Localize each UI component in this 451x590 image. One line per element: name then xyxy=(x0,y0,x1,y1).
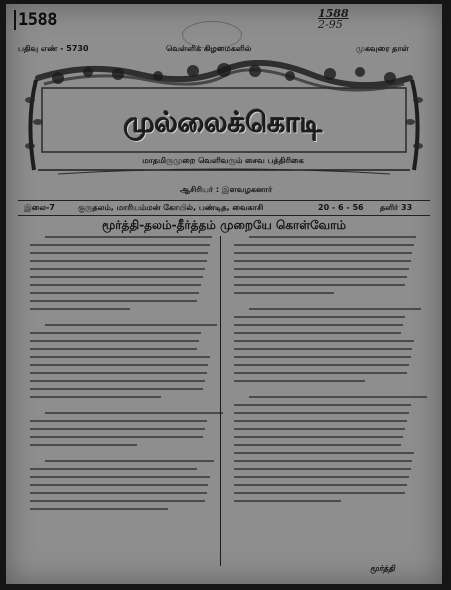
top-right-label: முகவுரை தாள் xyxy=(356,44,409,53)
newspaper-page xyxy=(6,4,442,584)
text-line xyxy=(30,340,199,342)
text-line xyxy=(30,508,168,510)
text-line xyxy=(30,436,203,438)
text-line xyxy=(45,412,223,414)
text-line xyxy=(45,236,212,238)
paragraph-gap xyxy=(30,404,212,412)
registration-number: பதிவு எண் - 5730 xyxy=(18,44,89,53)
text-line xyxy=(30,500,205,502)
archive-subnumber: 2-95 xyxy=(318,18,343,31)
text-line xyxy=(234,380,365,382)
publication-day: வெள்ளிக் கிழமைகளில் xyxy=(166,44,252,53)
paragraph-gap xyxy=(234,300,416,308)
text-line xyxy=(234,276,407,278)
paragraph-gap xyxy=(234,508,416,516)
text-line xyxy=(30,284,201,286)
text-line xyxy=(30,356,210,358)
text-line xyxy=(234,428,405,430)
top-line xyxy=(16,44,432,58)
issue-number: தளிர் 33 xyxy=(380,203,413,212)
text-line xyxy=(30,244,210,246)
paragraph-gap xyxy=(30,316,212,324)
archive-stamp-left: 1588 xyxy=(14,10,57,30)
text-line xyxy=(234,436,403,438)
text-line xyxy=(45,460,214,462)
text-line xyxy=(234,412,409,414)
text-line xyxy=(234,484,407,486)
text-line xyxy=(249,396,427,398)
text-line xyxy=(234,492,405,494)
text-line xyxy=(30,348,197,350)
text-line xyxy=(30,428,205,430)
text-line xyxy=(30,484,208,486)
text-line xyxy=(234,444,401,446)
column-divider xyxy=(220,236,221,566)
text-line xyxy=(30,372,207,374)
text-line xyxy=(30,276,203,278)
issue-date: 20 - 6 - 56 xyxy=(318,203,364,212)
text-line xyxy=(30,364,208,366)
text-line xyxy=(249,308,422,310)
issue-info-bar xyxy=(18,200,430,216)
issue-place-month: குருதலம், மாரியம்மன் கோயில், பண்டித, வைகாசி xyxy=(78,203,264,212)
text-line xyxy=(249,236,416,238)
text-line xyxy=(234,348,412,350)
text-line xyxy=(30,260,207,262)
text-line xyxy=(45,324,218,326)
text-line xyxy=(234,452,414,454)
article-headline: மூர்த்தி-தலம்-தீர்த்தம் முறையே கொள்வோம் xyxy=(101,218,347,232)
text-line xyxy=(234,292,334,294)
newspaper-title: முல்லைக்கொடி xyxy=(123,106,323,139)
text-line xyxy=(30,396,161,398)
archive-stamp-right xyxy=(318,8,349,30)
newspaper-motto: மாதமிருமுறை வெளிவரும் சைவ பத்திரிகை xyxy=(142,156,304,165)
text-line xyxy=(30,292,199,294)
text-line xyxy=(30,268,205,270)
text-line xyxy=(30,476,210,478)
text-line xyxy=(30,468,197,470)
text-line xyxy=(234,404,411,406)
archive-number: 1588 xyxy=(318,7,349,20)
text-line xyxy=(30,252,208,254)
text-line xyxy=(234,324,403,326)
article-column-left xyxy=(30,236,212,576)
text-line xyxy=(30,308,130,310)
text-line xyxy=(234,252,412,254)
text-line xyxy=(234,332,401,334)
text-line xyxy=(234,468,411,470)
paragraph-gap xyxy=(30,516,212,524)
text-line xyxy=(234,372,407,374)
text-line xyxy=(30,300,197,302)
text-line xyxy=(234,476,409,478)
article-column-right xyxy=(234,236,416,576)
text-line xyxy=(234,284,405,286)
text-line xyxy=(234,356,411,358)
text-line xyxy=(234,244,414,246)
text-line xyxy=(234,260,411,262)
text-line xyxy=(234,364,409,366)
text-line xyxy=(234,420,407,422)
text-line xyxy=(30,420,207,422)
text-line xyxy=(234,268,409,270)
paragraph-gap xyxy=(30,452,212,460)
text-line xyxy=(234,460,412,462)
text-line xyxy=(234,316,405,318)
text-line xyxy=(30,332,201,334)
text-line xyxy=(30,380,205,382)
volume-label: இலை-7 xyxy=(24,203,55,212)
text-line xyxy=(234,340,414,342)
text-line xyxy=(30,388,203,390)
masthead xyxy=(18,60,430,184)
text-line xyxy=(30,492,207,494)
article-signature: மூர்த்தி xyxy=(370,564,395,573)
paragraph-gap xyxy=(234,388,416,396)
text-line xyxy=(30,444,137,446)
editor-line: ஆசிரியர் : இளவழகனார் xyxy=(179,185,273,194)
text-line xyxy=(234,500,341,502)
